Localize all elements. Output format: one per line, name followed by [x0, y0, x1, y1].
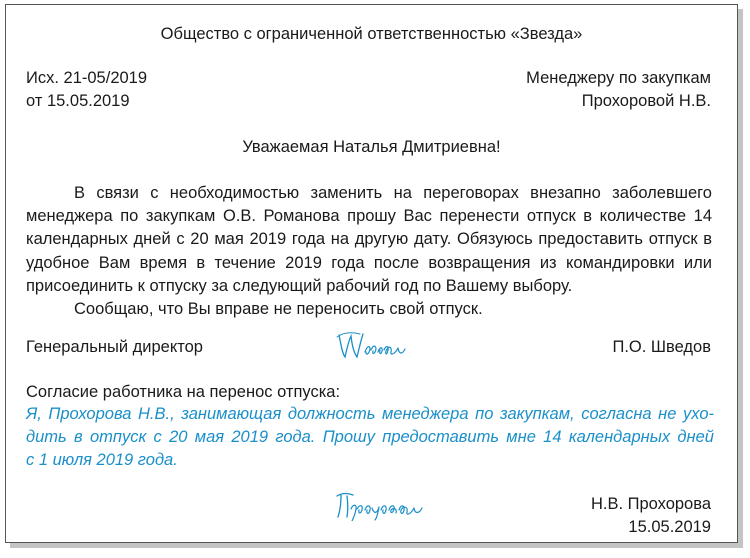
consent-line-2: дить в отпуск с 20 мая 2019 года. Прошу предоставить мне 14 календарных дней [26, 428, 714, 446]
document-sheet [5, 4, 738, 543]
signatory-name: П.О. Шведов [612, 338, 711, 356]
consent-statement [26, 403, 714, 472]
reference-date: от 15.05.2019 [26, 92, 130, 110]
organization-name: Общество с ограниченной ответственностью «Звезда» [160, 25, 583, 43]
recipient-name: Прохоровой Н.В. [581, 92, 711, 110]
employee-sign-date: 15.05.2019 [628, 518, 711, 536]
consent-label: Согласие работника на перенос отпуска: [26, 383, 341, 401]
letter-body [26, 182, 712, 321]
body-paragraph-1: В связи с необходимостью заменить на переговорах внезапно заболевшего менеджера по закупкам О.В. Романова прошу Вас перенести отпуск в количестве 14 календарных дней с 20 мая 2019 года на другую дату. Обязуюсь предоставить отпуск в удобное Вам время в течение 2019 года после возвращения из командировки или присоединить к отпуску за следующий рабочий год по Вашему выбору. [26, 184, 712, 295]
body-paragraph-2: Сообщаю, что Вы вправе не переносить свой отпуск. [74, 300, 483, 319]
director-signature [336, 328, 408, 362]
consent-line-1: Я, Прохорова Н.В., занимающая должность менеджера по закупкам, согласна не ухо- [26, 405, 714, 423]
employee-signature [333, 487, 433, 521]
greeting: Уважаемая Наталья Дмитриевна! [242, 138, 501, 156]
employee-name: Н.В. Прохорова [590, 495, 711, 513]
consent-line-3: с 1 июля 2019 года. [26, 451, 178, 469]
reference-number: Исх. 21-05/2019 [26, 69, 148, 87]
signatory-position: Генеральный директор [26, 338, 203, 356]
recipient-position: Менеджеру по закупкам [526, 69, 711, 87]
